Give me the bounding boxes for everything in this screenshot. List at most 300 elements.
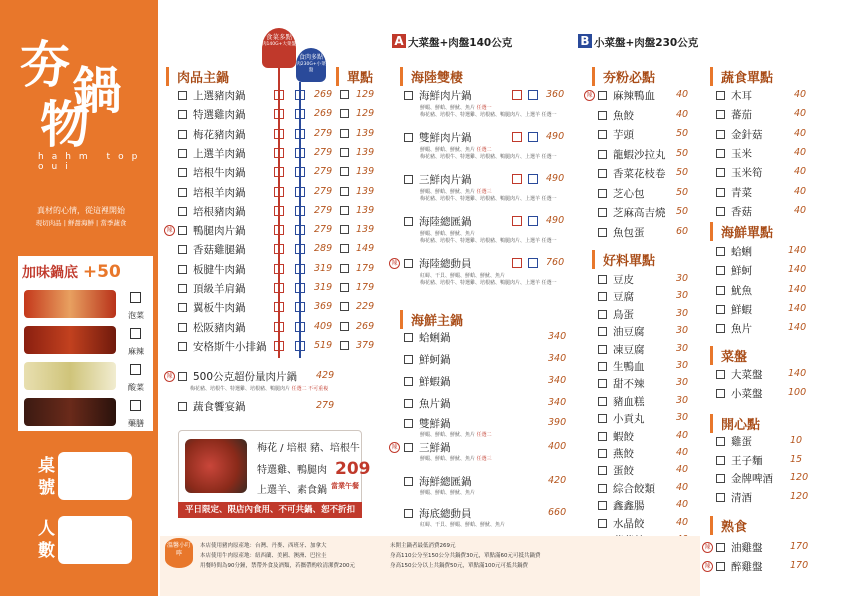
item-note — [420, 104, 492, 111]
checkbox[interactable] — [598, 208, 607, 217]
checkbox[interactable] — [598, 379, 607, 388]
logo-char-2: 鍋 — [72, 61, 122, 120]
menu-item[interactable] — [598, 446, 634, 461]
note-red: 任選二 — [476, 432, 492, 438]
set-b-title: 小菜盤+肉盤230公克 — [594, 37, 699, 49]
menu-item[interactable] — [716, 244, 752, 259]
menu-item[interactable] — [404, 396, 451, 411]
single-checkbox[interactable] — [340, 109, 349, 118]
item-price: 139 — [356, 224, 375, 236]
checkbox[interactable] — [716, 247, 725, 256]
set-b-checkbox[interactable] — [528, 216, 538, 226]
veg-feast-name: 蔬食饗宴鍋 — [193, 401, 246, 413]
checkbox[interactable] — [716, 149, 725, 158]
checkbox[interactable] — [716, 389, 725, 398]
menu-item[interactable] — [598, 324, 645, 339]
badge-small-sub: 肉230G+小菜盤 — [296, 62, 326, 73]
checkbox[interactable] — [178, 188, 187, 197]
set-a-checkbox[interactable] — [274, 187, 284, 197]
item-price: 269 — [314, 108, 333, 120]
item-price: 40 — [676, 516, 689, 528]
checkbox[interactable] — [178, 342, 187, 351]
checkbox[interactable] — [716, 543, 725, 552]
set-b-checkbox[interactable] — [528, 90, 538, 100]
checkbox[interactable] — [178, 149, 187, 158]
checkbox[interactable] — [716, 305, 725, 314]
cooked-title: 熟食 — [710, 516, 747, 535]
item-name: 鮮蝦 — [731, 303, 752, 316]
checkbox[interactable] — [404, 477, 413, 486]
checkbox[interactable] — [598, 275, 607, 284]
menu-item[interactable] — [716, 321, 752, 336]
meat-section-title: 肉品主鍋 — [166, 67, 229, 86]
item-name: 魚餃 — [613, 109, 634, 122]
checkbox[interactable] — [598, 310, 607, 319]
item-name: 麻辣鴨血 — [613, 90, 655, 102]
checkbox[interactable] — [178, 168, 187, 177]
checkbox[interactable] — [404, 399, 413, 408]
item-price: 140 — [788, 264, 807, 276]
menu-item[interactable] — [178, 320, 246, 335]
veg-feast-item[interactable] — [178, 399, 246, 414]
checkbox[interactable] — [598, 91, 607, 100]
set-b-checkbox[interactable] — [295, 225, 305, 235]
item-price: 40 — [794, 108, 807, 120]
set-b-checkbox[interactable] — [295, 167, 305, 177]
single-checkbox[interactable] — [340, 283, 349, 292]
checkbox[interactable] — [404, 175, 413, 184]
item-name: 海陸總動員 — [419, 258, 472, 270]
item-name: 梅花豬肉鍋 — [193, 128, 246, 141]
item-price: 30 — [676, 342, 689, 354]
combo-price: 429 — [316, 370, 335, 381]
menu-item[interactable] — [404, 352, 451, 367]
item-price: 40 — [794, 146, 807, 158]
checkbox[interactable] — [404, 333, 413, 342]
set-a-checkbox[interactable] — [512, 132, 522, 142]
set-a-checkbox[interactable] — [512, 258, 522, 268]
menu-item[interactable] — [716, 302, 752, 317]
checkbox[interactable] — [598, 150, 607, 159]
item-note — [420, 230, 475, 237]
checkbox[interactable] — [404, 509, 413, 518]
set-a-checkbox[interactable] — [274, 225, 284, 235]
checkbox[interactable] — [178, 110, 187, 119]
kimchi-soup-image — [24, 290, 116, 318]
menu-item[interactable] — [716, 263, 752, 278]
item-name: 頂級羊肩鍋 — [193, 283, 246, 295]
set-b-checkbox[interactable] — [295, 264, 305, 274]
item-name: 芝麻高吉燒 — [613, 207, 666, 219]
item-price: 319 — [314, 262, 333, 274]
mala-checkbox[interactable] — [130, 328, 141, 339]
checkbox[interactable] — [598, 130, 607, 139]
checkbox[interactable] — [178, 226, 187, 235]
checkbox[interactable] — [598, 397, 607, 406]
item-price: 379 — [356, 339, 375, 351]
item-note-2: 梅花豬、培根牛、特選雞、培根豬、鴨腿肉片、上選羊 任選一 — [420, 238, 557, 244]
set-b-label: B — [578, 34, 592, 48]
pickled-cabbage-soup-image — [24, 362, 116, 390]
checkbox[interactable] — [716, 91, 725, 100]
single-checkbox[interactable] — [340, 225, 349, 234]
note-red: 任選一 — [476, 105, 492, 111]
menu-item[interactable] — [716, 471, 773, 486]
set-a-checkbox[interactable] — [274, 341, 284, 351]
item-price: 390 — [548, 417, 567, 428]
item-note-2: 梅花豬、培根牛、特選雞、培根豬、鴨腿肉片、上選羊 任選一 — [420, 280, 557, 286]
single-checkbox[interactable] — [340, 187, 349, 196]
item-name: 鮮蚵 — [731, 265, 752, 278]
menu-item[interactable] — [404, 440, 451, 455]
combo-note-red: 任選二 不可重複 — [291, 386, 329, 392]
item-price: 10 — [790, 435, 803, 446]
menu-item[interactable] — [178, 165, 246, 180]
menu-item[interactable] — [598, 166, 666, 181]
item-price: 369 — [314, 301, 333, 313]
checkbox[interactable] — [178, 284, 187, 293]
item-name: 木耳 — [731, 90, 752, 102]
set-a-checkbox[interactable] — [274, 206, 284, 216]
checkbox[interactable] — [598, 169, 607, 178]
mala-soup-image — [24, 326, 116, 354]
people-count-field[interactable] — [58, 516, 132, 564]
menu-item[interactable] — [716, 165, 763, 180]
set-b-checkbox[interactable] — [295, 187, 305, 197]
checkbox[interactable] — [598, 519, 607, 528]
note-text: 鮮蝦、鮮蛤、鮮魷、魚片 — [420, 456, 477, 462]
item-price: 269 — [314, 89, 333, 100]
menu-item[interactable] — [598, 516, 645, 531]
single-checkbox[interactable] — [340, 148, 349, 157]
set-a-checkbox[interactable] — [274, 109, 284, 119]
combo-name: 500公克超份量肉片鍋 — [193, 371, 298, 383]
set-b-checkbox[interactable] — [295, 148, 305, 158]
checkbox[interactable] — [178, 207, 187, 216]
item-price: 140 — [788, 368, 807, 379]
item-price: 129 — [356, 89, 375, 100]
set-b-checkbox[interactable] — [295, 206, 305, 216]
single-checkbox[interactable] — [340, 129, 349, 138]
menu-item[interactable] — [404, 374, 451, 389]
menu-item[interactable] — [404, 474, 472, 489]
checkbox[interactable] — [716, 324, 725, 333]
badge-meat-set — [296, 48, 326, 82]
item-price: 30 — [676, 412, 689, 424]
item-price: 40 — [794, 166, 807, 178]
menu-item[interactable] — [404, 88, 472, 103]
menu-item[interactable] — [404, 214, 472, 229]
checkbox[interactable] — [178, 91, 187, 100]
checkbox[interactable] — [178, 323, 187, 332]
set-a-checkbox[interactable] — [274, 322, 284, 332]
checkbox[interactable] — [404, 217, 413, 226]
item-name: 上選豬肉鍋 — [193, 90, 246, 102]
checkbox[interactable] — [404, 355, 413, 364]
menu-item[interactable] — [716, 146, 752, 161]
set-b-checkbox[interactable] — [295, 129, 305, 139]
checkbox[interactable] — [598, 484, 607, 493]
menu-item[interactable] — [598, 307, 634, 322]
checkbox[interactable] — [404, 133, 413, 142]
checkbox[interactable] — [716, 188, 725, 197]
item-price: 360 — [546, 89, 565, 100]
menu-item[interactable] — [716, 88, 752, 103]
set-b-checkbox[interactable] — [295, 283, 305, 293]
menu-item[interactable] — [598, 147, 666, 162]
menu-item[interactable] — [404, 256, 472, 271]
people-count-label: 人 數 — [38, 519, 55, 561]
checkbox[interactable] — [716, 110, 725, 119]
soup-title — [22, 262, 121, 282]
set-a-checkbox[interactable] — [274, 167, 284, 177]
set-a-checkbox[interactable] — [274, 148, 284, 158]
checkbox[interactable] — [716, 437, 725, 446]
item-price: 139 — [356, 185, 375, 197]
item-name: 特選雞肉鍋 — [193, 109, 246, 122]
checkbox[interactable] — [598, 501, 607, 510]
checkbox[interactable] — [598, 466, 607, 475]
set-a-checkbox[interactable] — [274, 302, 284, 312]
menu-item[interactable] — [404, 416, 451, 431]
herbal-soup-image — [24, 398, 116, 426]
checkbox[interactable] — [598, 228, 607, 237]
spicy-icon: 辣 — [164, 371, 175, 382]
menu-item[interactable] — [598, 463, 634, 478]
soup-label-sauerkraut: 酸菜 — [128, 383, 144, 392]
checkbox[interactable] — [716, 130, 725, 139]
menu-item[interactable] — [716, 490, 752, 505]
kimchi-checkbox[interactable] — [130, 292, 141, 303]
checkbox[interactable] — [598, 111, 607, 120]
menu-item[interactable] — [716, 559, 763, 574]
item-name: 板腱牛肉鍋 — [193, 263, 246, 276]
item-price: 40 — [794, 185, 807, 197]
menu-item[interactable] — [598, 429, 634, 444]
menu-item[interactable] — [716, 127, 763, 142]
menu-item[interactable] — [178, 107, 246, 122]
single-checkbox[interactable] — [340, 244, 349, 253]
menu-item[interactable] — [716, 453, 763, 468]
checkbox[interactable] — [178, 372, 187, 381]
set-b-checkbox[interactable] — [295, 322, 305, 332]
note-text: 紅蟳、干貝、鮮蝦、鮮蛤、鮮魷、魚片 — [420, 522, 506, 528]
note-text: 鮮蝦、鮮蛤、鮮魷、魚片 — [420, 189, 477, 195]
item-name: 海鮮總匯鍋 — [419, 476, 472, 488]
single-checkbox[interactable] — [340, 302, 349, 311]
checkbox[interactable] — [598, 362, 607, 371]
set-a-checkbox[interactable] — [512, 90, 522, 100]
item-name: 海鮮肉片鍋 — [419, 90, 472, 102]
item-price: 660 — [548, 507, 567, 518]
menu-item[interactable] — [598, 376, 645, 391]
item-price: 490 — [546, 173, 565, 184]
menu-item[interactable] — [178, 281, 246, 296]
menu-item[interactable] — [598, 394, 645, 409]
checkbox[interactable] — [716, 207, 725, 216]
set-a-checkbox[interactable] — [274, 90, 284, 100]
menu-item[interactable] — [178, 204, 246, 219]
single-checkbox[interactable] — [340, 90, 349, 99]
set-a-title: 大菜盤+肉盤140公克 — [408, 37, 513, 49]
checkbox[interactable] — [716, 474, 725, 483]
item-name: 上選羊肉鍋 — [193, 147, 246, 160]
checkbox[interactable] — [716, 286, 725, 295]
menu-item[interactable] — [716, 283, 752, 298]
menu-item[interactable] — [404, 172, 472, 187]
menu-item[interactable] — [598, 186, 645, 201]
plates-title: 菜盤 — [710, 346, 747, 365]
menu-item[interactable] — [598, 108, 634, 123]
menu-item[interactable] — [178, 127, 246, 142]
checkbox[interactable] — [598, 292, 607, 301]
menu-item[interactable] — [178, 300, 246, 315]
logo-char-3: 物 — [40, 95, 90, 154]
single-checkbox[interactable] — [340, 206, 349, 215]
item-name: 金牌啤酒 — [731, 473, 773, 485]
item-note — [420, 521, 505, 528]
checkbox[interactable] — [404, 377, 413, 386]
sauerkraut-checkbox[interactable] — [130, 364, 141, 375]
checkbox[interactable] — [716, 168, 725, 177]
menu-item[interactable] — [598, 342, 645, 357]
note-text: 鮮蝦、鮮蛤、鮮魷、魚片 — [420, 432, 477, 438]
menu-item[interactable] — [178, 262, 246, 277]
checkbox[interactable] — [178, 130, 187, 139]
item-name: 金針菇 — [731, 128, 763, 141]
menu-item[interactable] — [404, 506, 472, 521]
set-a-checkbox[interactable] — [274, 283, 284, 293]
set-b-checkbox[interactable] — [295, 244, 305, 254]
set-b-checkbox[interactable] — [295, 302, 305, 312]
set-b-checkbox[interactable] — [295, 341, 305, 351]
checkbox[interactable] — [598, 432, 607, 441]
checkbox[interactable] — [178, 402, 187, 411]
set-a-checkbox[interactable] — [274, 244, 284, 254]
item-name: 鑫鑫腸 — [613, 500, 645, 513]
menu-item[interactable] — [716, 540, 763, 555]
item-name: 芋頭 — [613, 129, 634, 141]
menu-item[interactable] — [178, 146, 246, 161]
checkbox[interactable] — [598, 414, 607, 423]
checkbox[interactable] — [404, 443, 413, 452]
item-price: 760 — [546, 257, 565, 268]
menu-item[interactable] — [598, 359, 645, 374]
item-price: 269 — [356, 320, 375, 332]
menu-item[interactable] — [178, 185, 246, 200]
set-a-checkbox[interactable] — [512, 174, 522, 184]
menu-item[interactable] — [716, 204, 752, 219]
item-price: 139 — [356, 146, 375, 158]
note-6: 身高150公分以上共鍋費50元，單點滿100元可抵共鍋費 — [390, 563, 528, 569]
menu-item[interactable] — [178, 88, 246, 103]
checkbox[interactable] — [598, 345, 607, 354]
checkbox[interactable] — [178, 303, 187, 312]
table-number-label: 桌 號 — [38, 456, 55, 498]
item-name: 醉雞盤 — [731, 561, 763, 573]
menu-item[interactable] — [178, 242, 246, 257]
menu-item[interactable] — [404, 330, 451, 345]
herbal-checkbox[interactable] — [130, 400, 141, 411]
checkbox[interactable] — [598, 449, 607, 458]
menu-item[interactable] — [716, 434, 752, 449]
badge-big-label: 食菜多點 — [266, 33, 292, 41]
promo-line-3: 上選羊、素食鍋 — [257, 485, 327, 496]
menu-item[interactable] — [598, 498, 645, 513]
item-price: 30 — [676, 394, 689, 406]
checkbox[interactable] — [598, 189, 607, 198]
item-price: 140 — [788, 322, 807, 334]
item-name: 蛤蜊鍋 — [419, 332, 451, 344]
checkbox[interactable] — [716, 493, 725, 502]
checkbox[interactable] — [598, 327, 607, 336]
menu-item[interactable] — [716, 386, 763, 401]
item-price: 40 — [676, 464, 689, 476]
menu-item[interactable] — [598, 225, 645, 240]
combo-item[interactable] — [178, 369, 297, 384]
item-price: 420 — [548, 475, 567, 486]
menu-item[interactable] — [598, 289, 634, 304]
checkbox[interactable] — [404, 91, 413, 100]
menu-item[interactable] — [716, 367, 763, 382]
table-number-field[interactable] — [58, 452, 132, 500]
single-checkbox[interactable] — [340, 341, 349, 350]
menu-item[interactable] — [178, 339, 267, 354]
checkbox[interactable] — [716, 370, 725, 379]
menu-item[interactable] — [598, 205, 666, 220]
menu-item[interactable] — [598, 481, 655, 496]
menu-item[interactable] — [404, 130, 472, 145]
set-b-checkbox[interactable] — [295, 109, 305, 119]
checkbox[interactable] — [404, 419, 413, 428]
set-a-checkbox[interactable] — [512, 216, 522, 226]
menu-item[interactable] — [598, 272, 634, 287]
checkbox[interactable] — [404, 259, 413, 268]
checkbox[interactable] — [716, 266, 725, 275]
checkbox[interactable] — [178, 245, 187, 254]
set-a-checkbox[interactable] — [274, 264, 284, 274]
menu-item[interactable] — [716, 185, 752, 200]
menu-item[interactable] — [716, 107, 752, 122]
slogan: 真材的心情，從這裡開始 — [37, 206, 125, 215]
menu-item[interactable] — [598, 88, 655, 103]
item-price: 279 — [314, 224, 333, 236]
menu-item[interactable] — [178, 223, 246, 238]
set-b-checkbox[interactable] — [295, 90, 305, 100]
soup-label-mala: 麻辣 — [128, 347, 144, 356]
item-price: 409 — [314, 320, 333, 332]
menu-item[interactable] — [598, 411, 645, 426]
checkbox[interactable] — [716, 562, 725, 571]
item-name: 玉米筍 — [731, 167, 763, 180]
single-checkbox[interactable] — [340, 167, 349, 176]
item-price: 490 — [546, 215, 565, 226]
checkbox[interactable] — [716, 456, 725, 465]
item-name: 豆腐 — [613, 291, 634, 304]
set-b-checkbox[interactable] — [528, 132, 538, 142]
item-name: 香菜花枝卷 — [613, 168, 666, 180]
checkbox[interactable] — [178, 265, 187, 274]
single-checkbox[interactable] — [340, 264, 349, 273]
set-b-checkbox[interactable] — [528, 174, 538, 184]
item-price: 279 — [314, 127, 333, 139]
item-price: 519 — [314, 339, 333, 351]
set-b-checkbox[interactable] — [528, 258, 538, 268]
single-checkbox[interactable] — [340, 322, 349, 331]
menu-item[interactable] — [598, 127, 634, 142]
set-a-checkbox[interactable] — [274, 129, 284, 139]
note-text: 紅蟳、干貝、鮮蝦、鮮蛤、鮮魷、魚片 — [420, 273, 506, 279]
